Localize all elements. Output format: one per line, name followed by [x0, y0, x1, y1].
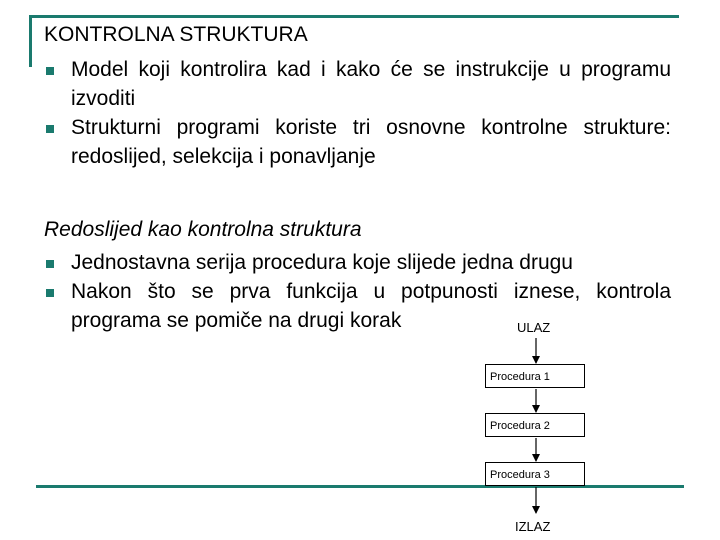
intro-bullet-text: Strukturni programi koriste tri osnovne kontrolne strukture: redoslijed, selekcija i ponavljanje	[71, 116, 671, 168]
flowchart-step-2: Procedura 2	[485, 413, 585, 437]
flowchart-step-3: Procedura 3	[485, 462, 585, 486]
intro-bullet-text: Model koji kontrolira kad i kako će se instrukcije u programu izvoditi	[71, 58, 671, 110]
section-title: Redoslijed kao kontrolna struktura	[44, 218, 362, 241]
flowchart-output-label: IZLAZ	[515, 519, 551, 534]
section-bullet-text: Jednostavna serija procedura koje slijede jedna drugu	[71, 251, 573, 274]
flowchart-input-label: ULAZ	[517, 320, 551, 335]
section-bullet-text: Nakon što se prva funkcija u potpunosti iznese, kontrola programa se pomiče na drugi korak	[71, 280, 671, 332]
flowchart-step-1: Procedura 1	[485, 364, 585, 388]
slide-title: KONTROLNA STRUKTURA	[44, 23, 308, 46]
